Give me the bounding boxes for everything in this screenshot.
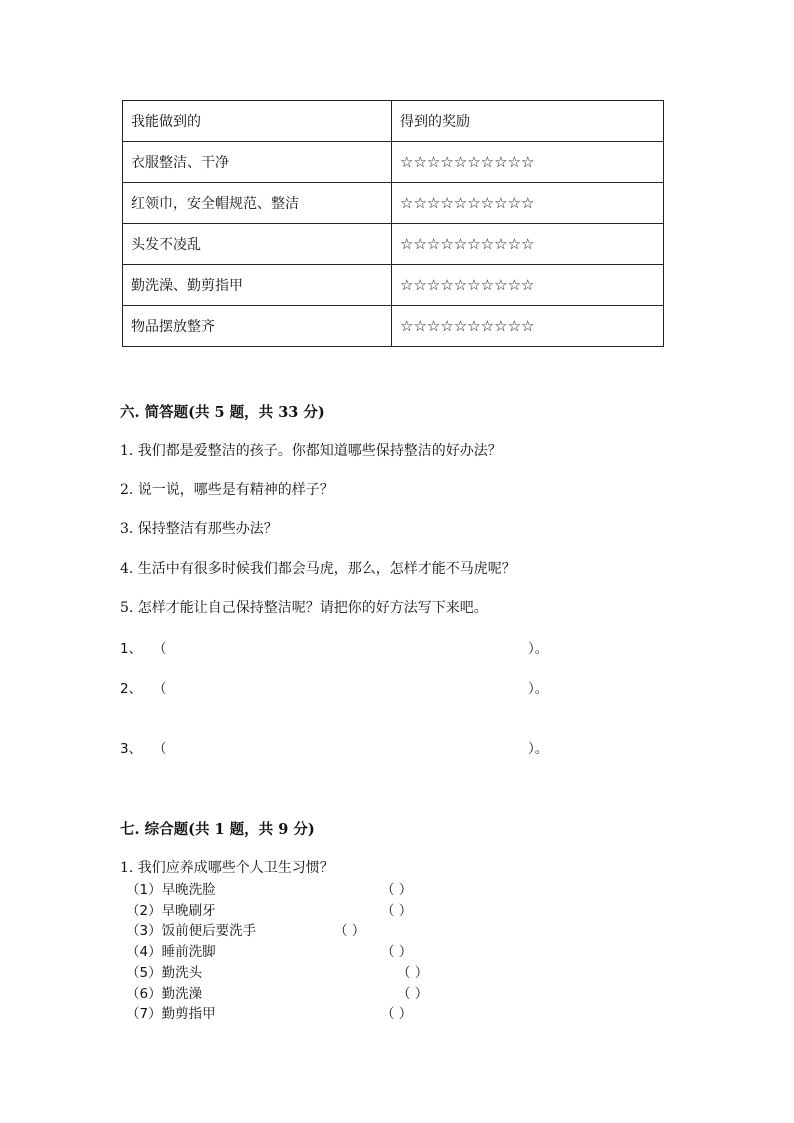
behavior-cell: 红领巾，安全帽规范、整洁 [123,183,392,224]
stars-cell[interactable]: ☆☆☆☆☆☆☆☆☆☆ [392,183,664,224]
answer-paren[interactable]: （ ） [381,1006,413,1022]
section-title: 六. 简答题(共 5 题，共 33 分) [120,404,325,421]
close-paren: ）。 [528,741,549,757]
open-paren: （ [153,641,167,657]
behavior-cell: 头发不凌乱 [123,224,392,265]
table-row [123,306,664,347]
habit-item: （3）饭前便后要洗手 [126,923,257,939]
habit-item: （7）勤剪指甲 [126,1006,216,1022]
answer-blank[interactable] [120,637,570,657]
table-row [123,142,664,183]
answer-paren[interactable]: （ ） [381,944,413,960]
blank-number: 2、 [120,681,143,697]
habit-item: （4）睡前洗脚 [126,944,216,960]
answer-paren[interactable]: （ ） [381,882,413,898]
question: 3. 保持整洁有那些办法？ [120,521,278,537]
open-paren: （ [153,741,167,757]
stars-cell[interactable]: ☆☆☆☆☆☆☆☆☆☆ [392,224,664,265]
reward-table [122,100,664,347]
stars-cell[interactable]: ☆☆☆☆☆☆☆☆☆☆ [392,142,664,183]
habit-item: （2）早晚刷牙 [126,903,216,919]
answer-paren[interactable]: （ ） [397,986,429,1002]
table-header-cell: 我能做到的 [123,101,392,142]
question: 4. 生活中有很多时候我们都会马虎，那么，怎样才能不马虎呢？ [120,561,516,577]
question: 1. 我们都是爱整洁的孩子。你都知道哪些保持整洁的好办法？ [120,443,502,459]
open-paren: （ [153,681,167,697]
table-row [123,183,664,224]
close-paren: ）。 [528,641,549,657]
table-header-cell: 得到的奖励 [392,101,664,142]
table-row [123,265,664,306]
question: 1. 我们应养成哪些个人卫生习惯？ [120,860,334,876]
behavior-cell: 衣服整洁、干净 [123,142,392,183]
table-header-row [123,101,664,142]
behavior-cell: 物品摆放整齐 [123,306,392,347]
habit-item: （5）勤洗头 [126,965,203,981]
answer-blank[interactable] [120,737,570,757]
question: 2. 说一说，哪些是有精神的样子？ [120,482,334,498]
answer-paren[interactable]: （ ） [397,965,429,981]
behavior-cell: 勤洗澡、勤剪指甲 [123,265,392,306]
answer-blank[interactable] [120,677,570,697]
answer-paren[interactable]: （ ） [334,923,366,939]
section-title: 七. 综合题(共 1 题，共 9 分) [120,821,315,838]
habit-item: （6）勤洗澡 [126,986,203,1002]
answer-paren[interactable]: （ ） [381,903,413,919]
close-paren: ）。 [528,681,549,697]
blank-number: 3、 [120,741,143,757]
blank-number: 1、 [120,641,143,657]
stars-cell[interactable]: ☆☆☆☆☆☆☆☆☆☆ [392,265,664,306]
table-row [123,224,664,265]
question: 5. 怎样才能让自己保持整洁呢？请把你的好方法写下来吧。 [120,600,488,616]
habit-item: （1）早晚洗脸 [126,882,216,898]
stars-cell[interactable]: ☆☆☆☆☆☆☆☆☆☆ [392,306,664,347]
